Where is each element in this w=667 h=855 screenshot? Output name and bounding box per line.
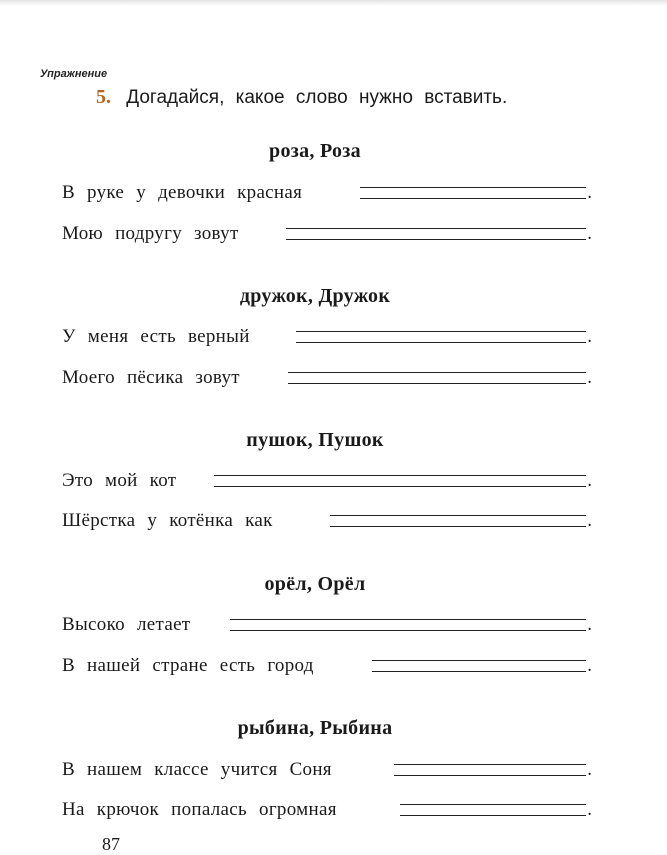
sentence-line [62,758,592,786]
sentence-line [62,469,592,497]
task-instruction: Догадайся, какое слово нужно вставить. [126,87,508,108]
page-top-edge [0,0,667,6]
sentence-text: Это мой кот [62,470,177,491]
sentence-end: . [587,223,592,244]
answer-blank[interactable] [330,515,586,527]
sentence-line [62,509,592,537]
word-pair-title: орёл, Орёл [264,573,366,595]
sentence-line [62,613,592,641]
sentence-text: Моего пёсика зовут [62,367,240,388]
answer-blank[interactable] [394,764,586,776]
answer-blank[interactable] [372,660,586,672]
task-heading [96,86,507,109]
answer-blank[interactable] [214,475,586,487]
sentence-line [62,654,592,682]
word-pair-title: дружок, Дружок [239,285,391,307]
sentence-line [62,325,592,353]
sentence-end: . [587,470,592,491]
task-number: 5. [96,86,111,108]
sentence-text: Мою подругу зовут [62,223,239,244]
sentence-end: . [587,182,592,203]
answer-blank[interactable] [286,228,586,240]
sentence-line [62,798,592,826]
sentence-end: . [587,326,592,347]
section-label: Упражнение [40,68,108,80]
answer-blank[interactable] [400,804,586,816]
sentence-end: . [587,367,592,388]
sentence-end: . [587,655,592,676]
sentence-end: . [587,799,592,820]
answer-blank[interactable] [360,187,586,199]
answer-blank[interactable] [230,619,586,631]
word-pair-title: рыбина, Рыбина [237,717,393,739]
answer-blank[interactable] [296,331,586,343]
sentence-end: . [587,759,592,780]
page-number: 87 [102,834,120,854]
sentence-end: . [587,510,592,531]
word-pair-title: роза, Роза [269,140,361,162]
sentence-text: Высоко летает [62,614,191,635]
word-pair-title: пушок, Пушок [246,429,384,451]
sentence-line [62,222,592,250]
sentence-end: . [587,614,592,635]
sentence-text: В нашей стране есть город [62,655,314,676]
sentence-line [62,181,592,209]
sentence-text: В нашем классе учится Соня [62,759,332,780]
sentence-line [62,366,592,394]
sentence-text: Шёрстка у котёнка как [62,510,273,531]
sentence-text: На крючок попалась огромная [62,799,337,820]
answer-blank[interactable] [288,372,586,384]
sentence-text: В руке у девочки красная [62,182,303,203]
sentence-text: У меня есть верный [62,326,250,347]
